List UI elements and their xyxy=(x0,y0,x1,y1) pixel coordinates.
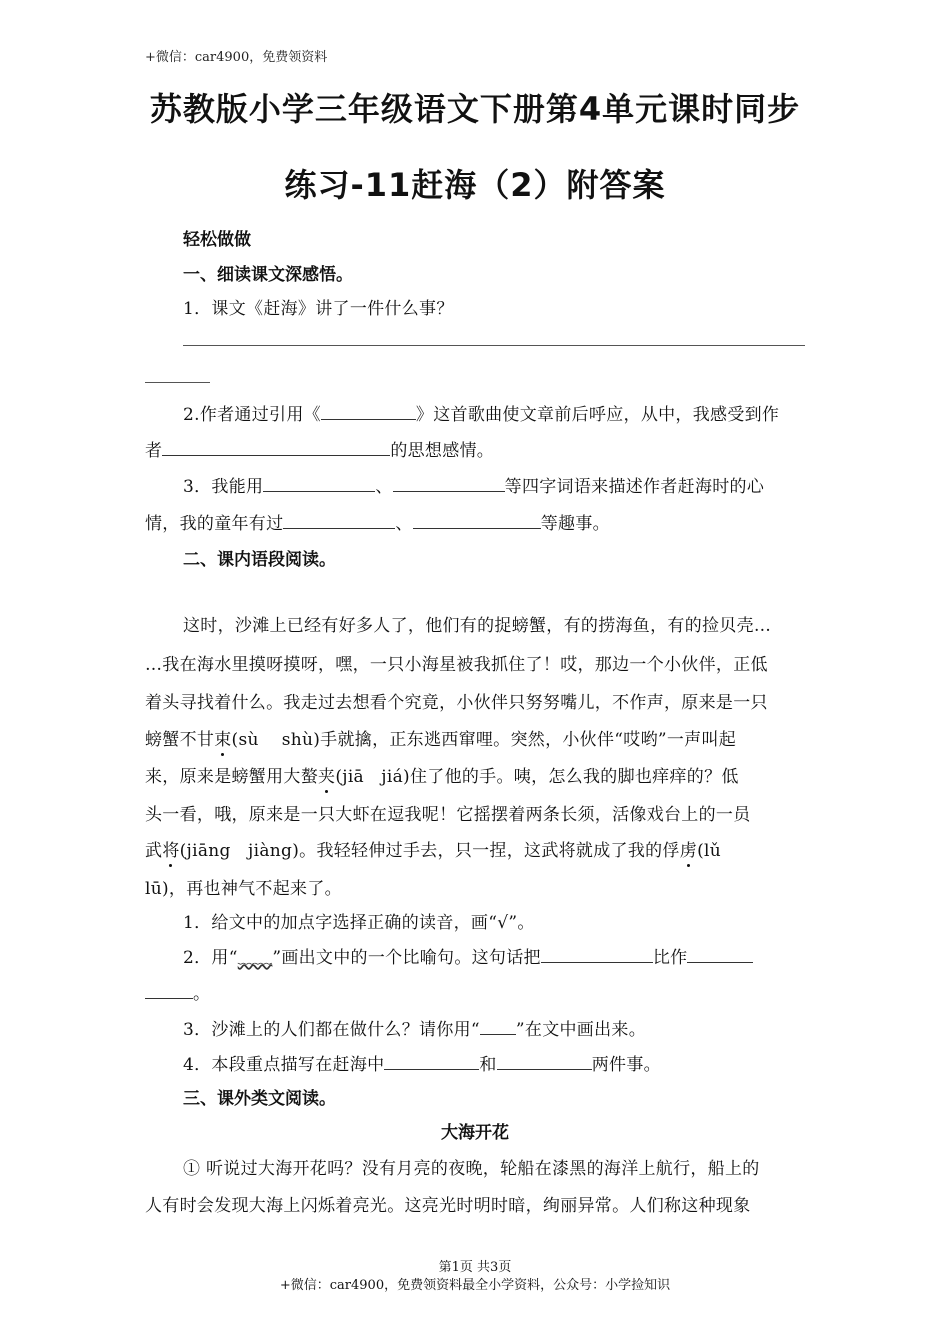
page-title-line1: 苏教版小学三年级语文下册第4单元课时同步 xyxy=(149,90,801,128)
underline-mark xyxy=(480,1016,516,1035)
answer-blank xyxy=(687,944,753,963)
section-heading-2: 二、课内语段阅读。 xyxy=(183,550,336,570)
passage-line: 螃蟹不甘束(sù shù)手就擒，正东逃西窜哩。突然，小伙伴“哎哟”一声叫起 xyxy=(145,725,736,750)
answer-blank xyxy=(283,510,395,529)
section-heading-3: 三、课外类文阅读。 xyxy=(183,1089,336,1109)
passage-line: 这时，沙滩上已经有好多人了，他们有的捉螃蟹，有的捞海鱼，有的捡贝壳… xyxy=(183,616,772,636)
question-2-2-cont: 。 xyxy=(145,979,210,1004)
question-2-3: 3．沙滩上的人们都在做什么？请你用“ ”在文中画出来。 xyxy=(183,1015,646,1040)
answer-blank xyxy=(384,1051,479,1070)
answer-blank xyxy=(263,473,375,492)
answer-line-end xyxy=(145,382,210,383)
question-1-2: 2.作者通过引用《 》这首歌曲使文章前后呼应，从中，我感受到作 xyxy=(183,400,779,425)
passage-line: …我在海水里摸呀摸呀，嘿，一只小海星被我抓住了！哎，那边一个小伙伴，正低 xyxy=(145,655,768,675)
page-title-line2: 练习-11赶海（2）附答案 xyxy=(284,166,666,204)
answer-line xyxy=(183,345,805,346)
question-1-3-cont: 情，我的童年有过 、 等趣事。 xyxy=(145,509,610,534)
article-line: 人有时会发现大海上闪烁着亮光。这亮光时明时暗，绚丽异常。人们称这种现象 xyxy=(145,1196,751,1216)
question-2-4: 4．本段重点描写在赶海中 和 两件事。 xyxy=(183,1050,661,1075)
passage-line: 来，原来是螃蟹用大螯夹(jiā jiá)住了他的手。咦，怎么我的脚也痒痒的？低 xyxy=(145,762,739,787)
answer-blank xyxy=(321,401,416,420)
passage-line: lū)，再也神气不起来了。 xyxy=(145,879,342,899)
answer-blank xyxy=(541,944,653,963)
answer-blank xyxy=(393,473,505,492)
question-1-2-cont: 者 的思想感情。 xyxy=(145,436,494,461)
header-note: +微信：car4900，免费领资料 xyxy=(145,50,328,65)
footer-note: +微信：car4900，免费领资料最全小学资料，公众号：小学捡知识 xyxy=(279,1278,671,1293)
section-easy: 轻松做做 xyxy=(183,230,251,250)
answer-blank xyxy=(162,437,390,456)
dotted-char: 虏 xyxy=(680,836,697,861)
article-line: ① 听说过大海开花吗？没有月亮的夜晚，轮船在漆黑的海洋上航行，船上的 xyxy=(183,1159,760,1179)
question-1-1: 1．课文《赶海》讲了一件什么事？ xyxy=(183,299,454,319)
question-2-1: 1．给文中的加点字选择正确的读音，画“√”。 xyxy=(183,913,535,933)
wavy-mark: ﹏﹏ xyxy=(237,948,273,968)
answer-blank xyxy=(145,980,193,999)
dotted-char: 夹 xyxy=(318,762,335,787)
answer-blank xyxy=(413,510,541,529)
section-heading-1: 一、细读课文深感悟。 xyxy=(183,265,353,285)
dotted-char: 束 xyxy=(214,725,231,750)
passage-line: 武将(jiāng jiàng)。我轻轻伸过手去，只一捏，这武将就成了我的俘虏(lǔ xyxy=(145,836,721,861)
question-1-3: 3．我能用 、 等四字词语来描述作者赶海时的心 xyxy=(183,472,764,497)
answer-blank xyxy=(497,1051,592,1070)
question-2-2: 2．用“﹏﹏”画出文中的一个比喻句。这句话把 比作 xyxy=(183,943,753,968)
dotted-char: 将 xyxy=(162,836,179,861)
passage-line: 头一看，哦，原来是一只大虾在逗我呢！它摇摆着两条长须，活像戏台上的一员 xyxy=(145,805,751,825)
article-title: 大海开花 xyxy=(441,1123,509,1143)
passage-line: 着头寻找着什么。我走过去想看个究竟，小伙伴只努努嘴儿，不作声，原来是一只 xyxy=(145,693,768,713)
page-number: 第1页 共3页 xyxy=(438,1260,512,1275)
